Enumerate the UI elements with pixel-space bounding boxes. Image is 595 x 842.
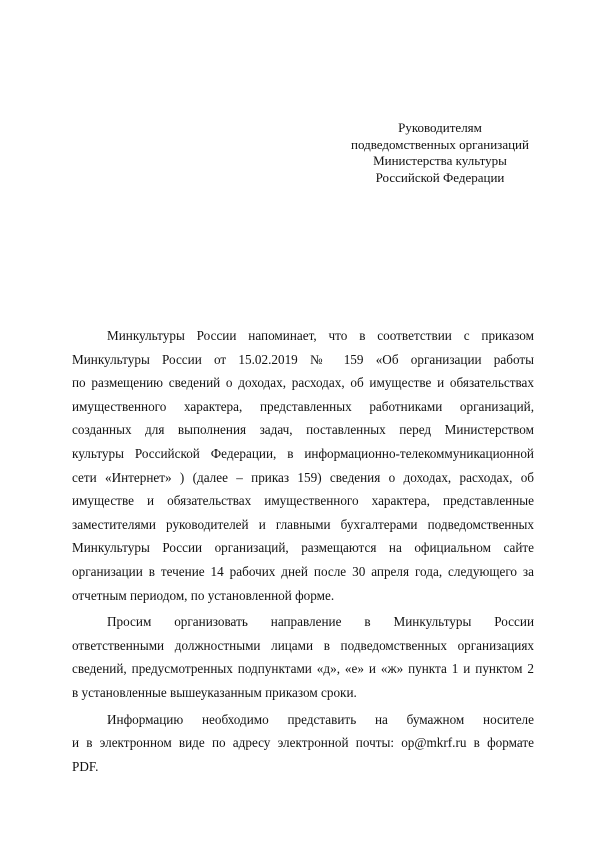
addressee-line: Российской Федерации	[375, 169, 505, 185]
text-line: сведений, предусмотренных подпунктами «д», «е» и «ж» пункта 1 и пунктом 2	[72, 661, 534, 677]
text-line: Минкультуры России организаций, размещаются на официальном сайте	[72, 540, 534, 556]
text-line: по размещению сведений о доходах, расходах, об имуществе и обязательствах	[72, 375, 534, 391]
text-line: Минкультуры России от 15.02.2019 № 159 «Об организации работы	[72, 351, 534, 367]
text-line: в установленные вышеуказанным приказом сроки.	[72, 684, 357, 700]
text-line: имущественного характера, представленных работниками организаций,	[72, 398, 534, 414]
text-line: заместителями руководителей и главными бухгалтерами подведомственных	[72, 516, 534, 532]
addressee-line: Министерства культуры	[373, 153, 507, 168]
text-line: сети «Интернет» ) (далее – приказ 159) сведения о доходах, расходах, об	[72, 469, 534, 485]
paragraph-reminder	[72, 324, 534, 607]
text-line: отчетным периодом, по установленной форме.	[72, 587, 335, 603]
text-line: PDF.	[72, 758, 99, 774]
text-line: организации в течение 14 рабочих дней после 30 апреля года, следующего за	[72, 563, 534, 579]
paragraph-submission	[72, 708, 534, 779]
letter-body	[72, 324, 534, 778]
addressee-line: Руководителям	[398, 120, 482, 135]
text-line: Минкультуры России напоминает, что в соответствии с приказом	[107, 328, 534, 343]
text-line: и в электронном виде по адресу электронной почты: op@mkrf.ru в формате	[72, 735, 534, 751]
text-line: созданных для выполнения задач, поставленных перед Министерством	[72, 422, 534, 438]
addressee-line: подведомственных организаций	[351, 136, 529, 152]
text-line: Информацию необходимо представить на бумажном носителе	[107, 711, 534, 727]
paragraph-request	[72, 610, 534, 704]
text-line: Просим организовать направление в Минкультуры России	[107, 614, 534, 630]
text-line: имуществе и обязательствах имущественного характера, представленные	[72, 493, 534, 509]
addressee-block	[300, 120, 580, 186]
text-line: ответственными должностными лицами в подведомственных организациях	[72, 637, 534, 653]
text-line: культуры Российской Федерации, в информационно-телекоммуникационной	[72, 445, 534, 461]
